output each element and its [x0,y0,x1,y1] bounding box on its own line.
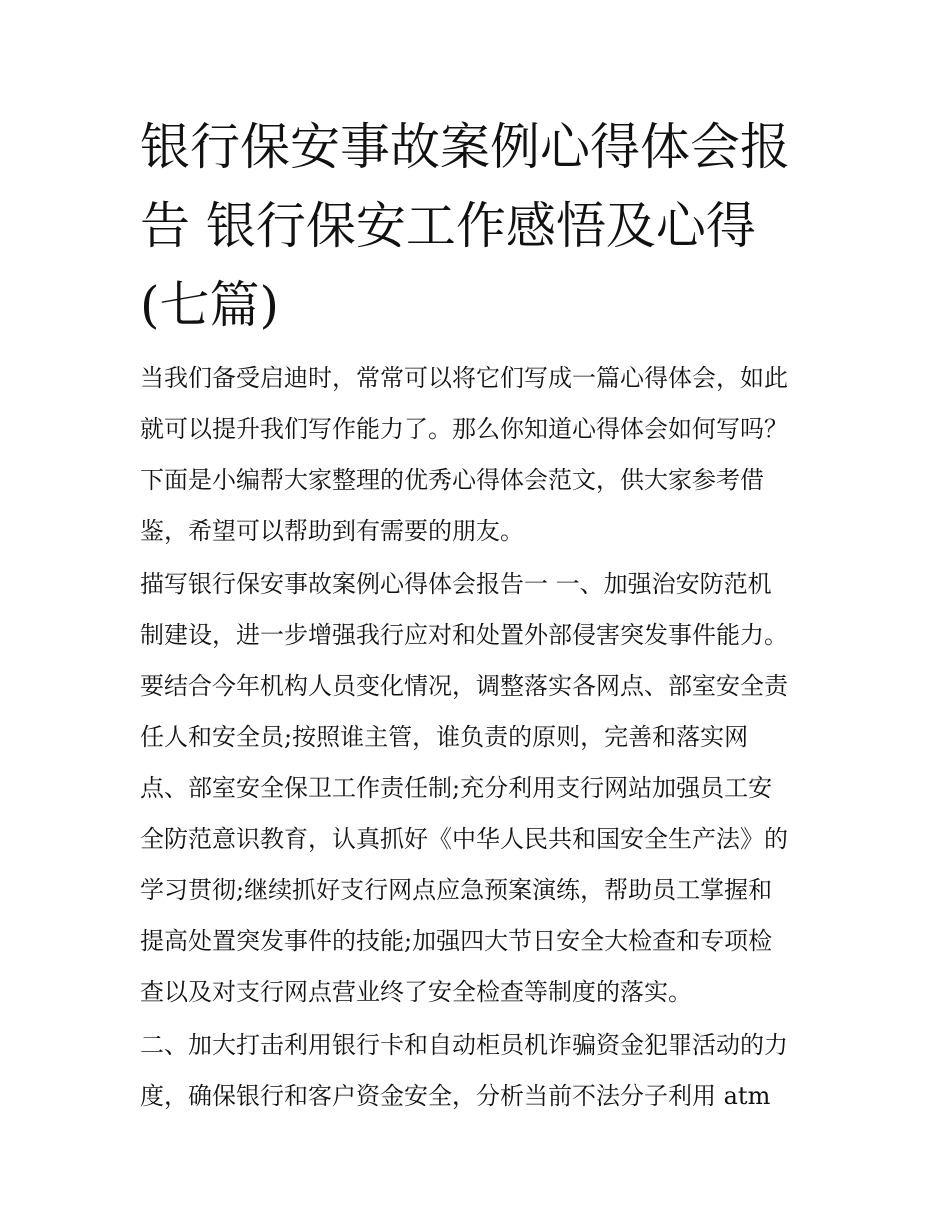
intro-paragraph [140,353,830,557]
text-line: 制建设，进一步增强我行应对和处置外部侵害突发事件能力。 [140,621,788,649]
section-one-paragraph [140,559,830,1018]
text-line: 全防范意识教育，认真抓好《中华人民共和国安全生产法》的 [140,825,788,853]
text-line: 描写银行保安事故案例心得体会报告一 一、加强治安防范机 [140,570,772,598]
text-line: 点、部室安全保卫工作责任制;充分利用支行网站加强员工安 [140,774,773,802]
text-line: 查以及对支行网点营业终了安全检查等制度的落实。 [140,978,692,1006]
document-title [140,108,820,345]
title-line: 告 银行保安工作感悟及心得 [140,197,756,255]
text-line: 下面是小编帮大家整理的优秀心得体会范文，供大家参考借 [140,466,764,494]
text-line: 任人和安全员;按照谁主管，谁负责的原则，完善和落实网 [140,723,749,751]
text-line: 度，确保银行和客户资金安全，分析当前不法分子利用 atm [140,1082,771,1110]
title-line: (七篇) [140,276,280,334]
text-line: 提高处置突发事件的技能;加强四大节日安全大检查和专项检 [140,927,773,955]
text-line: 就可以提升我们写作能力了。那么你知道心得体会如何写吗？ [140,415,788,443]
title-line: 银行保安事故案例心得体会报 [140,118,790,176]
text-line: 学习贯彻;继续抓好支行网点应急预案演练，帮助员工掌握和 [140,876,773,904]
text-line: 鉴，希望可以帮助到有需要的朋友。 [140,517,524,545]
text-line: 当我们备受启迪时，常常可以将它们写成一篇心得体会，如此 [140,364,788,392]
section-two-paragraph [140,1020,830,1122]
text-line: 二、加大打击利用银行卡和自动柜员机诈骗资金犯罪活动的力 [140,1031,788,1059]
text-line: 要结合今年机构人员变化情况，调整落实各网点、部室安全责 [140,672,788,700]
document-body [140,353,830,1124]
